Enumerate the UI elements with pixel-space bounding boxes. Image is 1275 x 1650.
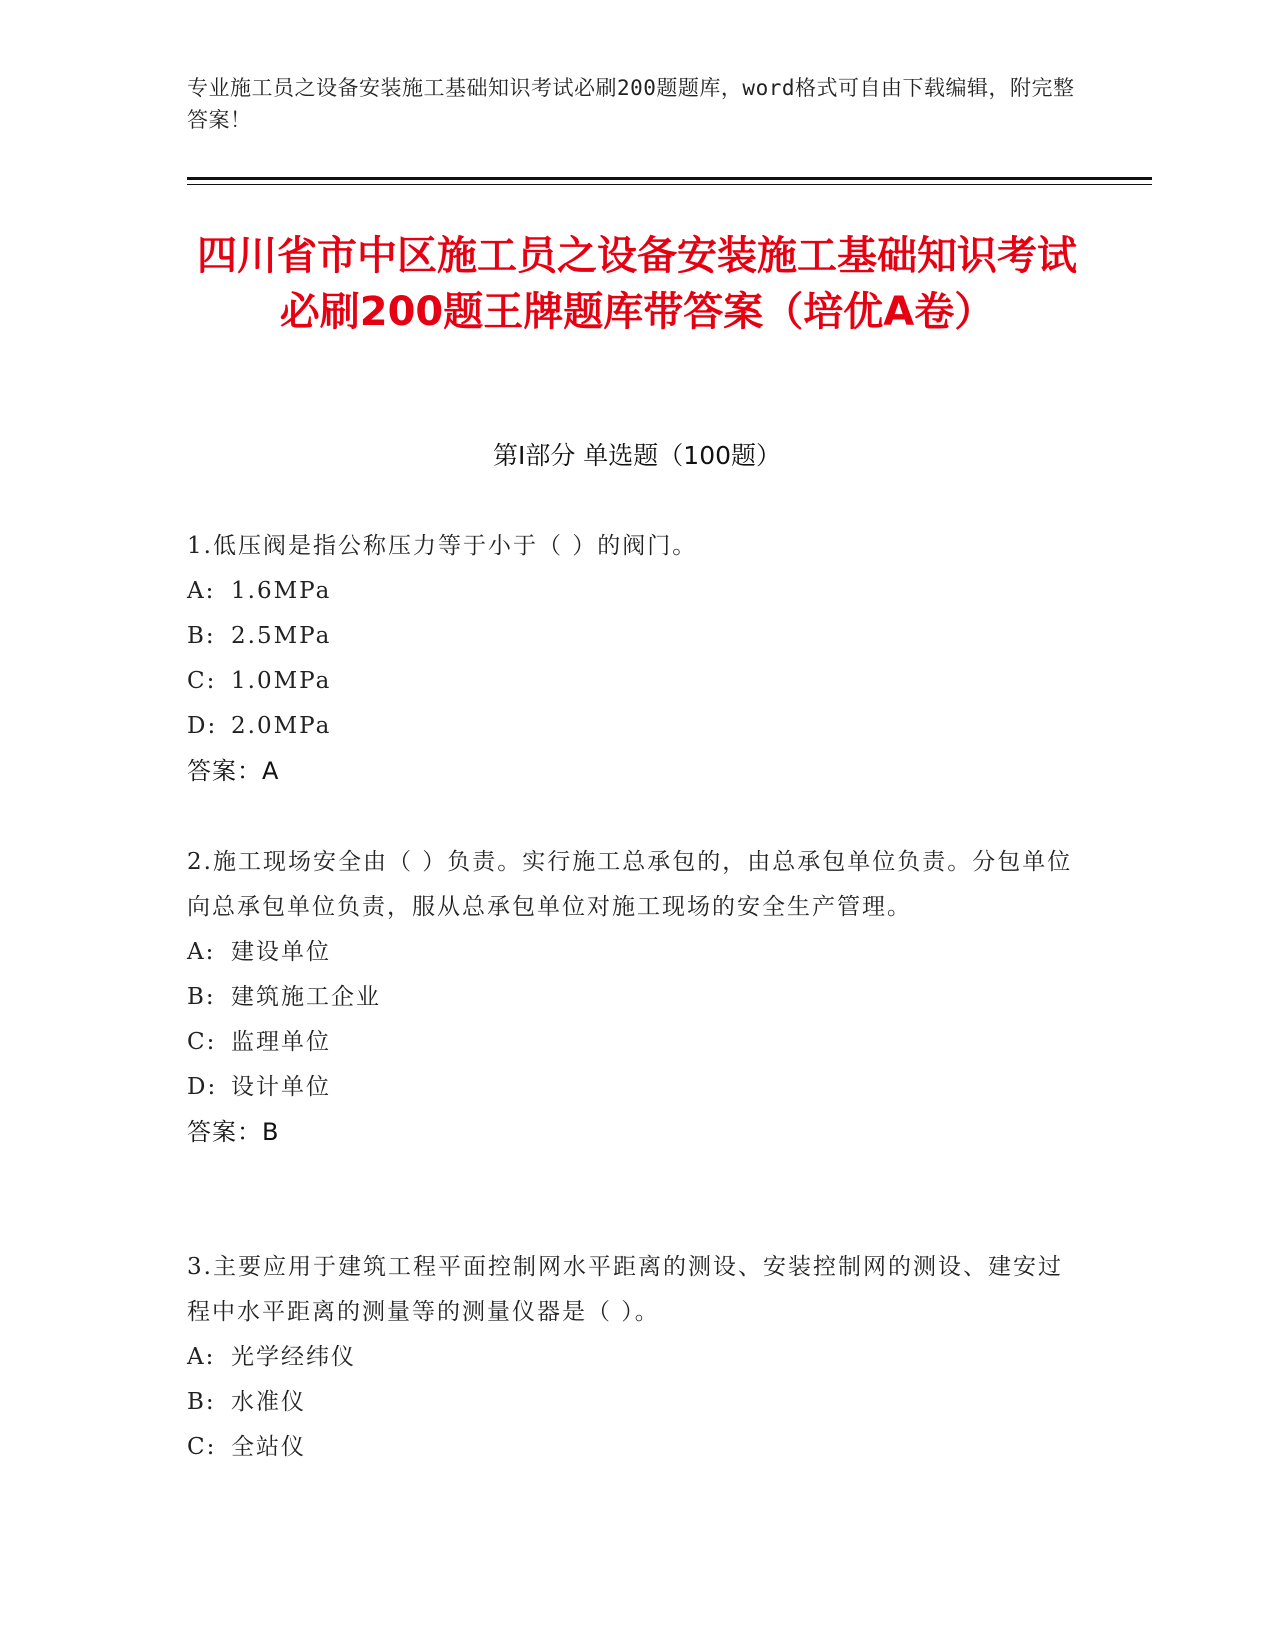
option-text: 建设单位 [231,939,331,965]
option-text: 光学经纬仪 [231,1344,356,1370]
option-text: 全站仪 [231,1434,306,1460]
header-divider-thin [187,184,1152,185]
option-c [187,659,1077,704]
option-text: 建筑施工企业 [231,984,381,1010]
option-text: 2.0MPa [231,713,332,739]
option-letter: D: [187,713,218,739]
option-a [187,569,1077,614]
option-a [187,930,1077,975]
document-title: 四川省市中区施工员之设备安装施工基础知识考试必刷200题王牌题库带答案（培优A卷） [197,233,1077,335]
question-3 [187,1245,1077,1470]
section-heading: 第I部分 单选题（100题） [492,441,782,470]
header-divider-thick [187,177,1152,180]
option-letter: B: [187,623,216,649]
header-note: 专业施工员之设备安装施工基础知识考试必刷200题题库，word格式可自由下载编辑，附完整答案！ [187,76,1075,132]
option-letter: C: [187,1434,217,1460]
option-d [187,1065,1077,1110]
question-1 [187,524,1077,794]
option-b [187,1380,1077,1425]
option-text: 2.5MPa [231,623,332,649]
option-letter: C: [187,668,217,694]
option-letter: B: [187,1389,216,1415]
option-letter: D: [187,1074,218,1100]
option-letter: A: [187,1344,216,1370]
option-text: 水准仪 [231,1389,306,1415]
option-text: 1.0MPa [231,668,332,694]
option-text: 设计单位 [231,1074,331,1100]
option-b [187,975,1077,1020]
option-c [187,1020,1077,1065]
question-stem: 1.低压阀是指公称压力等于小于（ ）的阀门。 [187,533,698,559]
question-stem: 3.主要应用于建筑工程平面控制网水平距离的测设、安装控制网的测设、建安过程中水平距离的测量等的测量仪器是（ ）。 [187,1254,1063,1325]
option-letter: B: [187,984,216,1010]
option-c [187,1425,1077,1470]
option-text: 1.6MPa [231,578,332,604]
answer-line: 答案：A [187,757,280,785]
option-text: 监理单位 [231,1029,331,1055]
option-a [187,1335,1077,1380]
option-letter: A: [187,578,216,604]
option-b [187,614,1077,659]
option-letter: C: [187,1029,217,1055]
question-stem: 2.施工现场安全由（ ）负责。实行施工总承包的，由总承包单位负责。分包单位向总承包单位负责，服从总承包单位对施工现场的安全生产管理。 [187,849,1073,920]
answer-line: 答案：B [187,1118,280,1146]
option-d [187,704,1077,749]
option-letter: A: [187,939,216,965]
question-2 [187,840,1077,1155]
